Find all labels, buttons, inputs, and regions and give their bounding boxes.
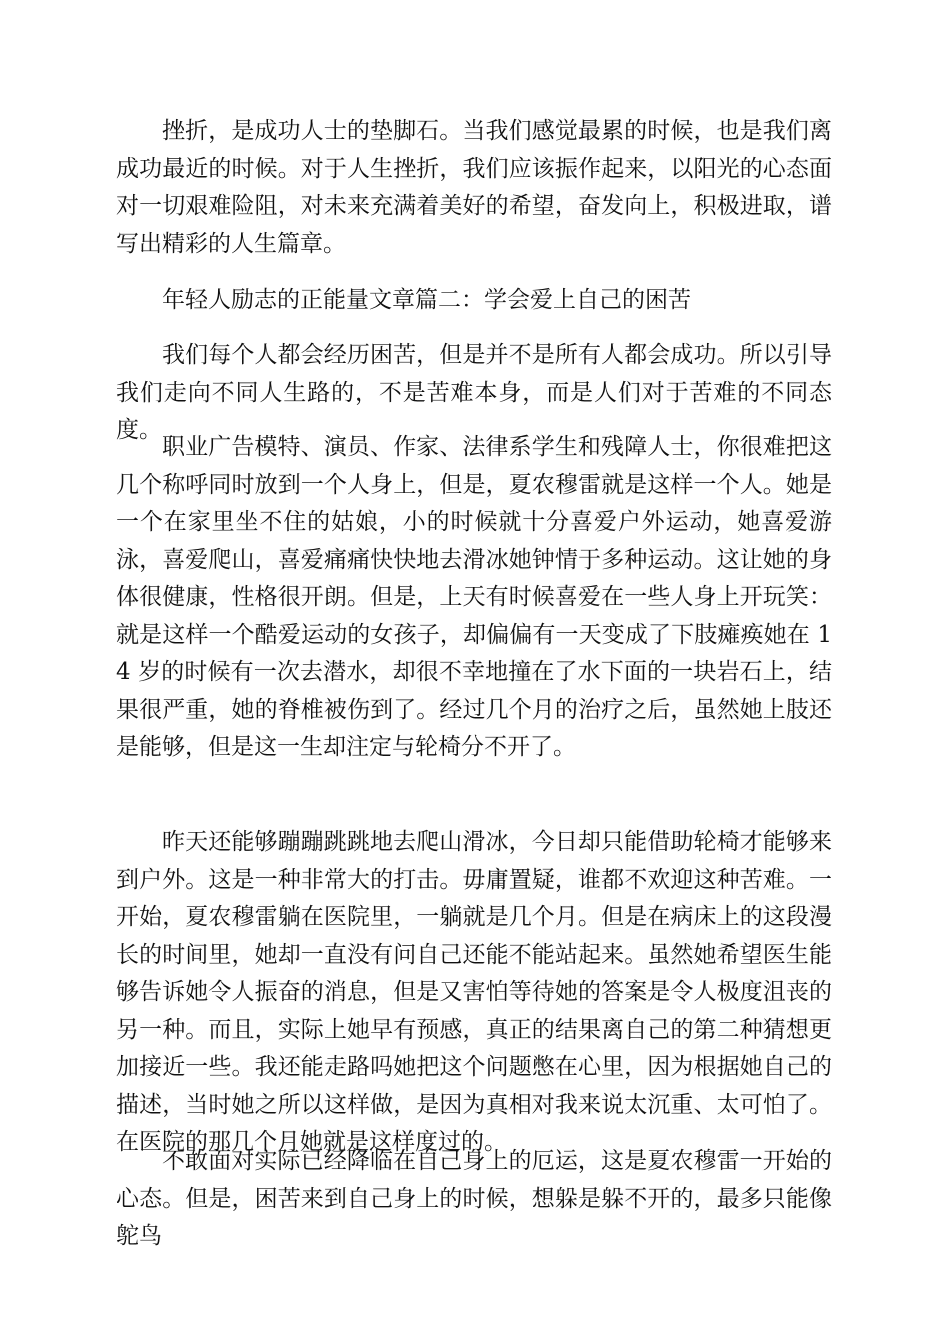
paragraph-intro-hardship: 我们每个人都会经历困苦，但是并不是所有人都会成功。所以引导我们走向不同人生路的，不是苦难本身，而是人们对于苦难的不同态度。 [116,342,832,443]
paragraph-setback-conclusion: 挫折，是成功人士的垫脚石。当我们感觉最累的时候，也是我们离成功最近的时候。对于人生挫折，我们应该振作起来，以阳光的心态面对一切艰难险阻，对未来充满着美好的希望，奋发向上，积极进取，谱写出精彩的人生篇章。 [116,118,832,257]
paragraph-shannon-background: 职业广告模特、演员、作家、法律系学生和残障人士，你很难把这几个称呼同时放到一个人身上，但是，夏农穆雷就是这样一个人。她是一个在家里坐不住的姑娘，小的时候就十分喜爱户外运动，她喜爱游泳，喜爱爬山，喜爱痛痛快快地去滑冰她钟情于多种运动。这让她的身体很健康，性格很开朗。但是，上天有时候喜爱在一些人身上开玩笑：就是这样一个酷爱运动的女孩子，却偏偏有一天变成了下肢瘫痪她在 14 岁的时候有一次去潜水，却很不幸地撞在了水下面的一块岩石上，结果很严重，她的脊椎被伤到了。经过几个月的治疗之后，虽然她上肢还是能够，但是这一生却注定与轮椅分不开了。 [116,434,832,760]
paragraph-hospital-months: 昨天还能够蹦蹦跳跳地去爬山滑冰，今日却只能借助轮椅才能够来到户外。这是一种非常大的打击。毋庸置疑，谁都不欢迎这种苦难。一开始，夏农穆雷躺在医院里，一躺就是几个月。但是在病床上的这段漫长的时间里，她却一直没有问自己还能不能站起来。虽然她希望医生能够告诉她令人振奋的消息，但是又害怕等待她的答案是令人极度沮丧的另一种。而且，实际上她早有预感，真正的结果离自己的第二种猜想更加接近一些。我还能走路吗她把这个问题憋在心里，因为根据她自己的描述，当时她之所以这样做，是因为真相对我来说太沉重、太可怕了。在医院的那几个月她就是这样度过的。 [116,829,832,1155]
paragraph-denial: 不敢面对实际已经降临在自己身上的厄运，这是夏农穆雷一开始的心态。但是，困苦来到自己身上的时候，想躲是躲不开的，最多只能像鸵鸟 [116,1148,832,1249]
section-heading: 年轻人励志的正能量文章篇二：学会爱上自己的困苦 [162,287,691,313]
